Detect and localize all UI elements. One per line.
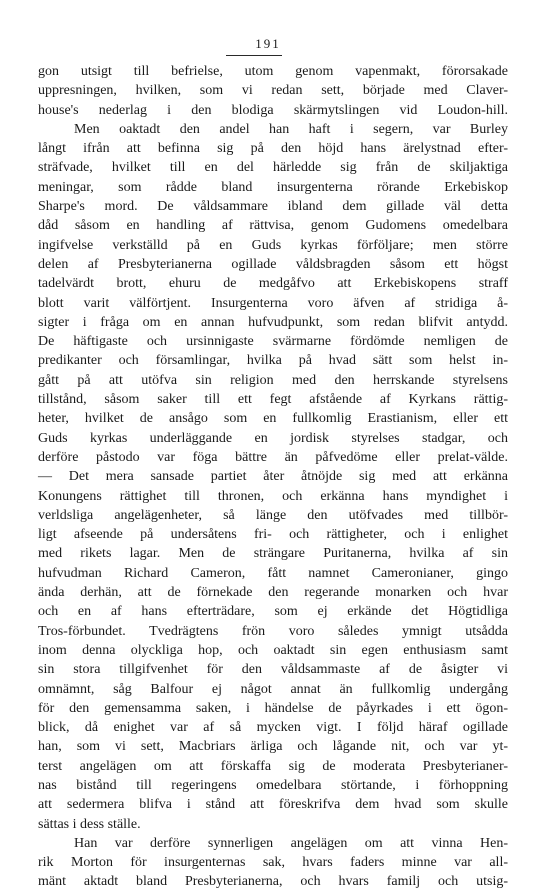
text-line: house's nederlag i den blodiga skärmytslingen vid Loudon-hill. — [38, 102, 508, 118]
text-line: ingifvelse verkställd på en Guds kyrkas förföljare; men större — [38, 237, 508, 253]
text-line: predikanter och församlingar, hvilka på hvad sätt som helst in- — [38, 353, 508, 369]
text-line: hufvudman Richard Cameron, fått namnet Cameronianer, gingo — [38, 565, 508, 581]
text-line: dåd såsom en handling af rättvisa, genom Gudomens omedelbara — [38, 218, 508, 234]
page-number: 191 — [255, 36, 281, 51]
text-line: Konungens rättighet till thronen, och erkänna hans myndighet i — [38, 488, 508, 504]
text-line: delen af Presbyterianerna ogillade våldsbragden såsom ett högst — [38, 256, 508, 272]
page-number-rule — [226, 55, 282, 56]
text-line: han, som vi sett, Macbriars ärliga och lågande nit, och var yt- — [38, 739, 508, 755]
text-line: verldsliga angelägenheter, så länge den utöfvades med tillbör- — [38, 507, 508, 523]
text-line: tillstånd, såsom saker till ett fegt afstående af Kyrkans rättig- — [38, 392, 508, 408]
text-line: och en af hans efterträdare, som ej erkände det Högtidliga — [38, 604, 508, 620]
text-line: Sharpe's mord. De våldsammare ibland dem gillade väl detta — [38, 199, 508, 215]
text-line: med rikets lagar. Men de strängare Puritanerna, hvilka af sin — [38, 546, 508, 562]
text-line: mänt aktadt bland Presbyterianerna, och hvars familj och utsig- — [38, 874, 508, 890]
text-line: Men oaktadt den andel han haft i segern, var Burley — [74, 121, 508, 137]
text-line: nas bistånd till regeringens omedelbara störtande, i förhoppning — [38, 777, 508, 793]
text-line: terst angelägen om att förskaffa sig de moderata Presbyterianer- — [38, 758, 508, 774]
text-line: sigter i fråga om en annan hufvudpunkt, som redan blifvit antydd. — [38, 314, 508, 330]
text-line: meningar, som rådde bland insurgenterna rörande Erkebiskop — [38, 179, 508, 195]
text-line: sträfvade, hvilket till en del härledde sig från de skiljaktiga — [38, 160, 508, 176]
text-line: blott varit välförtjent. Insurgenterna voro äfven af stridiga å- — [38, 295, 508, 311]
text-line: långt ifrån att befinna sig på den höjd hans ärelystnad efter- — [38, 141, 508, 157]
text-line: ända derhän, att de förnekade den regerande monarken och hvar — [38, 585, 508, 601]
text-line: att sedermera blifva i stånd att föreskrifva dem hvad som skulle — [38, 797, 508, 813]
text-line: gon utsigt till befrielse, utom genom vapenmakt, förorsakade — [38, 64, 508, 79]
text-line: inom denna olyckliga hop, och oaktadt sin egen enthusiasm samt — [38, 642, 508, 658]
text-line: De häftigaste och ursinnigaste svärmarne fördömde nemligen de — [38, 334, 508, 350]
text-line: Guds kyrkas underläggande en jordisk styrelses stadgar, och — [38, 430, 508, 446]
text-line: omnämnt, såg Balfour ej något annat än fullkomlig undergång — [38, 681, 508, 697]
text-line: derföre påstodo var föga bättre än påfvedöme eller prelat-välde. — [38, 449, 508, 465]
text-line: — Det mera sansade partiet åter åtnöjde sig med att erkänna — [38, 469, 508, 485]
text-line: för den gemensamma saken, i händelse de påyrkades i ett ögon- — [38, 700, 508, 716]
text-line: gått på att utöfva sin religion med den herrskande styrelsens — [38, 372, 508, 388]
text-line: sin stora tillgifvenhet för den våldsammaste af de åsigter vi — [38, 662, 508, 678]
text-line: ligt afseende på undersåtens fri- och rättigheter, och i enlighet — [38, 527, 508, 543]
text-line: blick, då enighet var af så mycken vigt. I följd häraf ogillade — [38, 720, 508, 736]
body-text — [38, 62, 508, 892]
text-line: heter, hvilket de ansågo som en fullkomlig Erastianism, eller ett — [38, 411, 508, 427]
text-line: Han var derföre synnerligen angelägen om att vinna Hen- — [74, 835, 508, 851]
text-line: Tros-förbundet. Tvedrägtens frön voro således ymnigt utsådda — [38, 623, 508, 639]
text-line: tadelvärdt brott, ehuru de medgåfvo att Erkebiskopens straff — [38, 276, 508, 292]
text-line: sättas i dess ställe. — [38, 816, 141, 832]
text-line: uppresningen, hvilken, som vi redan sett, började med Claver- — [38, 83, 508, 99]
text-line: rik Morton för insurgenternas sak, hvars faders minne var all- — [38, 855, 508, 871]
